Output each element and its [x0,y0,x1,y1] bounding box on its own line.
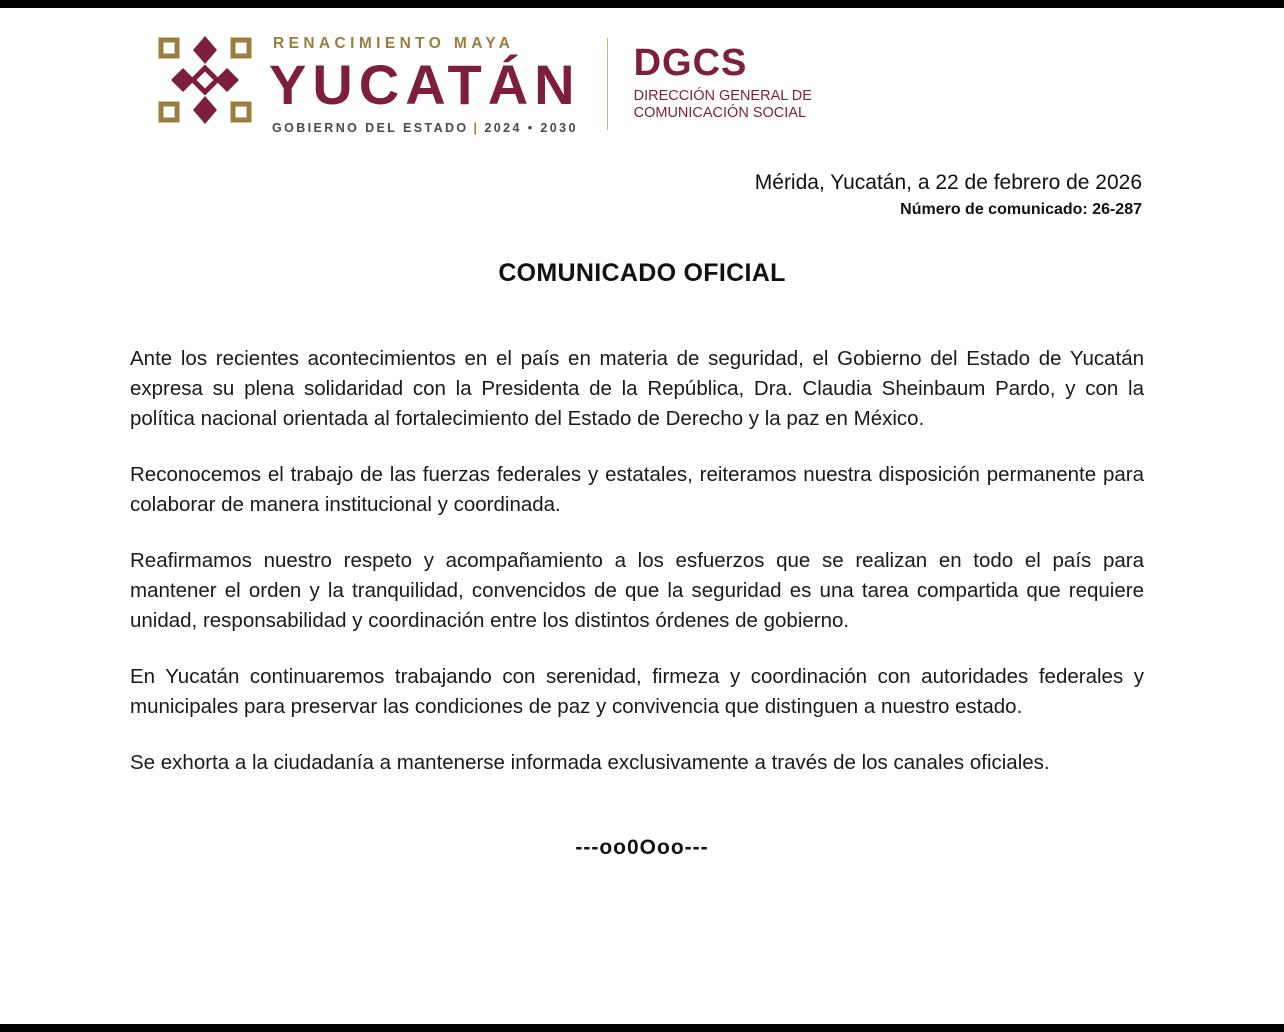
brand-block [269,30,581,135]
place-and-date: Mérida, Yucatán, a 22 de febrero de 2026 [754,170,1142,194]
communique-number: Número de comunicado: 26-287 [900,201,1142,219]
closing-mark: ---oo0Ooo--- [575,836,709,860]
dgcs-acronym: DGCS [633,42,748,84]
brand-wordmark: YUCATÁN [269,52,581,116]
brand-term-years: 2024 • 2030 [484,120,578,135]
letterhead [155,8,1284,135]
brand-subline [269,121,581,135]
brand-government-label: GOBIERNO DEL ESTADO [272,120,469,135]
paragraph: Reafirmamos nuestro respeto y acompañamiento a los esfuerzos que se realizan en todo el país para mantener el orden y la tranquilidad, convencidos de que la seguridad es una tarea compartida que requiere unidad, responsabilidad y coordinación entre los distintos órdenes de gobierno. [130,549,1144,633]
paragraph: En Yucatán continuaremos trabajando con serenidad, firmeza y coordinación con autoridades federales y municipales para preservar las condiciones de paz y convivencia que distinguen a nuestro estado. [130,665,1144,719]
brand-separator: | [473,120,480,135]
maya-diamond-glyph-icon [155,34,255,126]
document-body [130,344,1144,778]
header-divider [607,38,608,130]
paragraph: Se exhorta a la ciudadanía a mantenerse informada exclusivamente a través de los canales oficiales. [130,751,1050,775]
paragraph: Ante los recientes acontecimientos en el país en materia de seguridad, el Gobierno del Estado de Yucatán expresa su plena solidaridad con la Presidenta de la República, Dra. Claudia Sheinbaum Pardo, y con la política nacional orientada al fortalecimiento del Estado de Derecho y la paz en México. [130,347,1144,431]
document-page [0,8,1284,1024]
brand-tagline: RENACIMIENTO MAYA [273,35,515,52]
page-title: COMUNICADO OFICIAL [498,259,786,288]
paragraph: Reconocemos el trabajo de las fuerzas federales y estatales, reiteramos nuestra disposición permanente para colaborar de manera institucional y coordinada. [130,463,1144,517]
dgcs-block [634,30,814,122]
document-meta [0,169,1142,219]
dgcs-expansion: DIRECCIÓN GENERAL DE COMUNICACIÓN SOCIAL [633,88,812,122]
